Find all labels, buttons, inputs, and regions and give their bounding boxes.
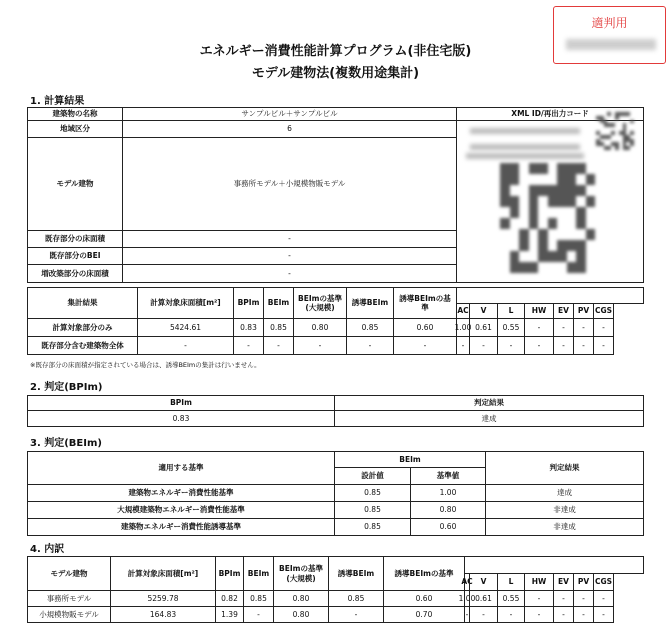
breakdown-cell-sub: - <box>524 606 554 623</box>
summary-cell-beim_std: - <box>293 336 347 355</box>
summary-cell-guide_std: - <box>393 336 457 355</box>
existing-area-value: - <box>122 230 457 248</box>
section-3-heading: 3. 判定(BEIm) <box>30 438 102 449</box>
bpim-value: 0.83 <box>27 410 335 427</box>
breakdown-cell-sub: - <box>593 606 614 623</box>
section-2-heading: 2. 判定(BPIm) <box>30 382 103 393</box>
standard-std-value: 1.00 <box>410 484 486 502</box>
breakdown-subgroup-header <box>464 556 644 574</box>
breakdown-cell-sub: - <box>553 590 574 607</box>
breakdown-sub-v: V <box>469 573 498 591</box>
existing-bei-value: - <box>122 247 457 265</box>
qr-large <box>500 163 595 273</box>
summary-row-label: 既存部分含む建築物全体 <box>27 336 138 355</box>
standard-name: 建築物エネルギー消費性能誘導基準 <box>27 518 335 536</box>
summary-cell-area: 5424.61 <box>137 318 234 337</box>
added-area-label: 増改築部分の床面積 <box>27 264 123 283</box>
model-building-value: 事務所モデル＋小規模物販モデル <box>122 137 457 231</box>
summary-header-beim: BEIm <box>263 287 294 319</box>
breakdown-cell-sub: - <box>553 606 574 623</box>
breakdown-cell-sub: - <box>524 590 554 607</box>
summary-cell-sub: - <box>469 336 498 355</box>
breakdown-header-area: 計算対象床面積[m²] <box>110 556 216 591</box>
summary-cell-sub: - <box>593 336 614 355</box>
section-1-heading: 1. 計算結果 <box>30 96 85 107</box>
breakdown-header-guide_beim: 誘導BEIm <box>328 556 384 591</box>
region-label: 地域区分 <box>27 120 123 138</box>
summary-cell-sub: - <box>524 336 554 355</box>
breakdown-cell-sub: - <box>573 590 594 607</box>
summary-sub-ev: EV <box>553 303 574 319</box>
qr-small <box>596 112 634 150</box>
breakdown-cell-area: 164.83 <box>110 606 216 623</box>
breakdown-cell-sub: - <box>593 590 614 607</box>
breakdown-header-beim: BEIm <box>243 556 274 591</box>
breakdown-model-name: 小規模物販モデル <box>27 606 111 623</box>
summary-cell-beim: 0.85 <box>263 318 294 337</box>
summary-sub-l: L <box>497 303 525 319</box>
summary-cell-sub: - <box>497 336 525 355</box>
breakdown-header-model: モデル建物 <box>27 556 111 591</box>
section-4-heading: 4. 内訳 <box>30 544 65 555</box>
building-name-value: サンプルビル＋サンプルビル <box>122 107 457 121</box>
breakdown-sub-ev: EV <box>553 573 574 591</box>
summary-row-label: 計算対象部分のみ <box>27 318 138 337</box>
standard-result: 非達成 <box>485 501 644 519</box>
summary-subgroup-header <box>456 287 644 304</box>
summary-cell-bpim: 0.83 <box>233 318 264 337</box>
summary-cell-beim_std: 0.80 <box>293 318 347 337</box>
breakdown-header-beim_std: BEImの基準 (大規模) <box>273 556 329 591</box>
standard-std-value: 0.80 <box>410 501 486 519</box>
beim-header: BEIm <box>334 451 486 468</box>
breakdown-cell-beim_std: 0.80 <box>273 590 329 607</box>
summary-sub-ac: AC <box>456 303 470 319</box>
breakdown-sub-pv: PV <box>573 573 594 591</box>
standard-value-header: 基準値 <box>410 467 486 485</box>
redacted-code-line <box>466 153 584 159</box>
breakdown-header-bpim: BPIm <box>215 556 244 591</box>
bpim-result-value: 達成 <box>334 410 644 427</box>
stamp-label: 適判用 <box>591 16 628 30</box>
summary-sub-pv: PV <box>573 303 594 319</box>
summary-cell-beim: - <box>263 336 294 355</box>
bpim-result-header: 判定結果 <box>334 395 644 411</box>
summary-cell-sub: 0.61 <box>469 318 498 337</box>
summary-cell-sub: - <box>573 336 594 355</box>
page-subtitle: モデル建物法(複数用途集計) <box>251 66 420 81</box>
breakdown-cell-sub: 0.55 <box>497 590 525 607</box>
summary-header-summary: 集計結果 <box>27 287 138 319</box>
summary-cell-sub: - <box>553 336 574 355</box>
breakdown-cell-beim: 0.85 <box>243 590 274 607</box>
page-title: エネルギー消費性能計算プログラム(非住宅版) <box>199 44 472 59</box>
breakdown-cell-sub: - <box>497 606 525 623</box>
summary-cell-sub: - <box>553 318 574 337</box>
summary-cell-sub: - <box>593 318 614 337</box>
standard-std-value: 0.60 <box>410 518 486 536</box>
breakdown-cell-sub: 0.61 <box>469 590 498 607</box>
summary-sub-cgs: CGS <box>593 303 614 319</box>
building-name-label: 建築物の名称 <box>27 107 123 121</box>
standard-design-value: 0.85 <box>334 518 411 536</box>
redacted-code-line <box>470 128 580 134</box>
region-value: 6 <box>122 120 457 138</box>
summary-cell-sub: 1.00 <box>456 318 470 337</box>
bpim-header: BPIm <box>27 395 335 411</box>
summary-header-guide_beim: 誘導BEIm <box>346 287 394 319</box>
summary-cell-area: - <box>137 336 234 355</box>
standard-header: 適用する基準 <box>27 451 335 485</box>
beim-result-header: 判定結果 <box>485 451 644 485</box>
breakdown-header-guide_std: 誘導BEImの基準 <box>383 556 465 591</box>
standard-design-value: 0.85 <box>334 484 411 502</box>
standard-name: 大規模建築物エネルギー消費性能基準 <box>27 501 335 519</box>
summary-cell-guide_beim: 0.85 <box>346 318 394 337</box>
breakdown-cell-guide_beim: - <box>328 606 384 623</box>
summary-cell-guide_std: 0.60 <box>393 318 457 337</box>
summary-cell-sub: - <box>524 318 554 337</box>
breakdown-cell-sub: 1.00 <box>464 590 470 607</box>
summary-cell-sub: - <box>456 336 470 355</box>
breakdown-model-name: 事務所モデル <box>27 590 111 607</box>
breakdown-cell-area: 5259.78 <box>110 590 216 607</box>
breakdown-cell-bpim: 1.39 <box>215 606 244 623</box>
model-building-label: モデル建物 <box>27 137 123 231</box>
summary-cell-sub: - <box>573 318 594 337</box>
breakdown-cell-guide_beim: 0.85 <box>328 590 384 607</box>
breakdown-sub-cgs: CGS <box>593 573 614 591</box>
standard-result: 非達成 <box>485 518 644 536</box>
summary-sub-v: V <box>469 303 498 319</box>
breakdown-sub-l: L <box>497 573 525 591</box>
breakdown-cell-bpim: 0.82 <box>215 590 244 607</box>
breakdown-sub-ac: AC <box>464 573 470 591</box>
breakdown-sub-hw: HW <box>524 573 554 591</box>
summary-header-beim_std: BEImの基準 (大規模) <box>293 287 347 319</box>
existing-area-label: 既存部分の床面積 <box>27 230 123 248</box>
breakdown-cell-guide_std: 0.60 <box>383 590 465 607</box>
summary-cell-bpim: - <box>233 336 264 355</box>
summary-header-area: 計算対象床面積[m²] <box>137 287 234 319</box>
breakdown-cell-beim_std: 0.80 <box>273 606 329 623</box>
summary-sub-hw: HW <box>524 303 554 319</box>
breakdown-cell-guide_std: 0.70 <box>383 606 465 623</box>
design-value-header: 設計値 <box>334 467 411 485</box>
summary-cell-sub: 0.55 <box>497 318 525 337</box>
summary-cell-guide_beim: - <box>346 336 394 355</box>
breakdown-cell-sub: - <box>464 606 470 623</box>
added-area-value: - <box>122 264 457 283</box>
standard-name: 建築物エネルギー消費性能基準 <box>27 484 335 502</box>
summary-header-bpim: BPIm <box>233 287 264 319</box>
existing-bei-label: 既存部分のBEI <box>27 247 123 265</box>
breakdown-cell-sub: - <box>469 606 498 623</box>
section-1-note: ※既存部分の床面積が指定されている場合は、誘導BEImの集計は行いません。 <box>30 361 261 369</box>
standard-design-value: 0.85 <box>334 501 411 519</box>
standard-result: 達成 <box>485 484 644 502</box>
breakdown-cell-beim: - <box>243 606 274 623</box>
xml-id-label: XML ID/再出力コード <box>456 107 644 121</box>
summary-header-guide_std: 誘導BEImの基準 <box>393 287 457 319</box>
breakdown-cell-sub: - <box>573 606 594 623</box>
redacted-code-line <box>470 144 580 150</box>
